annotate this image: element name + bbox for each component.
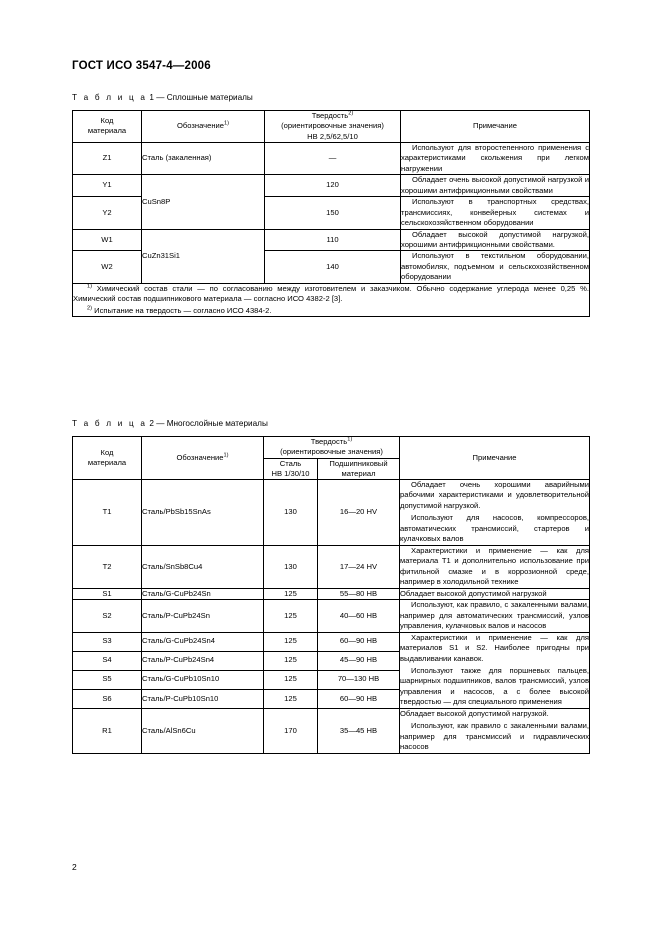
table-2-cell-code: T2 (73, 545, 142, 588)
header-designation-text: Обозначение (177, 121, 224, 131)
note-paragraph: Обладает высокой допустимой нагрузкой, хорошими антифрикционными свойствами. (401, 229, 589, 249)
note-paragraph: Используют для насосов, компрессоров, автоматических трансмиссий, стартеров и кулачковых валов (400, 513, 590, 544)
table-row (73, 142, 590, 174)
table-1-cell-note (401, 229, 590, 251)
table-2-caption-dash: — (156, 419, 165, 428)
table-2-cell-steel-hardness: 130 (264, 480, 318, 546)
header-code-line1: Код (100, 447, 114, 457)
table-2-cell-designation: Сталь/G-CuPb10Sn10 (142, 670, 264, 689)
footnote-2-marker: 2) (87, 305, 92, 312)
table-2-cell-code: S4 (73, 651, 142, 670)
table-1-cell-code: W2 (73, 251, 142, 283)
table-2-header-steel (264, 458, 318, 480)
table-2-header-hardness-group (264, 437, 400, 459)
table-1-cell-note (401, 175, 590, 197)
table-1-footnotes-row (73, 283, 590, 316)
header-designation-footnote-marker: 1) (223, 120, 229, 127)
table-2-cell-designation: Сталь/SnSb8Cu4 (142, 545, 264, 588)
table-1-cell-hardness: 120 (265, 175, 401, 197)
header-bearing-line2: материал (341, 468, 376, 478)
table-2-cell-designation: Сталь/P-CuPb24Sn (142, 600, 264, 632)
table-2-cell-designation: Сталь/P-CuPb10Sn10 (142, 689, 264, 708)
table-2-cell-bearing-hardness: 35—45 HB (318, 708, 400, 753)
header-hardness-line2: (ориентировочные значения) (281, 121, 384, 131)
table-2-cell-designation: Сталь/G-CuPb24Sn4 (142, 632, 264, 651)
table-1-caption-number: 1 (149, 93, 154, 102)
table-1-cell-note (401, 197, 590, 229)
table-2-cell-note (400, 708, 590, 753)
table-1-caption-dash: — (156, 93, 165, 102)
table-1-caption-title: Сплошные материалы (166, 93, 253, 102)
table-2-cell-note (400, 600, 590, 632)
table-row (73, 229, 590, 251)
table-2-cell-designation: Сталь/PbSb15SnAs (142, 480, 264, 546)
table-2-header-bearing-material (318, 458, 400, 480)
note-paragraph: Используют в транспортных средствах, трансмиссиях, конвейерных системах и сельскохозяйственном оборудовании (401, 197, 589, 228)
table-1-cell-designation: CuSn8P (142, 175, 265, 229)
table-1-cell-note (401, 251, 590, 283)
table-2-cell-steel-hardness: 125 (264, 588, 318, 599)
table-1-footnotes (73, 283, 590, 316)
table-1-cell-hardness: 150 (265, 197, 401, 229)
table-1-caption (72, 93, 253, 102)
table-2-cell-designation: Сталь/P-CuPb24Sn4 (142, 651, 264, 670)
header-code-line2: материала (87, 126, 127, 136)
table-1-cell-code: Z1 (73, 142, 142, 174)
table-2-cell-code: S6 (73, 689, 142, 708)
table-2-cell-designation: Сталь/AlSn6Cu (142, 708, 264, 753)
table-2-cell-bearing-hardness: 55—80 HB (318, 588, 400, 599)
note-paragraph: Используют также для поршневых пальцев, шарнирных подшипников, валов трансмиссий, узлов управления и насосов, а с более высокой твердостью — для специального применения (400, 665, 590, 707)
table-row (73, 545, 590, 588)
table-2-cell-code: R1 (73, 708, 142, 753)
header-hardness-line2: (ориентировочные значения) (280, 447, 383, 457)
table-2-cell-code: S2 (73, 600, 142, 632)
table-2-caption-label: Т а б л и ц а (72, 419, 148, 428)
table-2-caption (72, 419, 268, 428)
table-1-cell-note (401, 142, 590, 174)
table-2-cell-code: S1 (73, 588, 142, 599)
table-2-header-note: Примечание (400, 437, 590, 480)
table-2-cell-note (400, 588, 590, 599)
table-2-cell-note-merged (400, 632, 590, 708)
header-bearing-line1: Подшипниковый (329, 458, 388, 468)
table-2-cell-note (400, 480, 590, 546)
standard-title: ГОСТ ИСО 3547-4—2006 (72, 60, 211, 72)
header-designation-footnote-marker: 1) (223, 452, 229, 459)
table-2-cell-bearing-hardness: 45—90 HB (318, 651, 400, 670)
note-paragraph: Обладает высокой допустимой нагрузкой. (400, 708, 549, 718)
table-2-cell-steel-hardness: 125 (264, 651, 318, 670)
note-paragraph: Характеристики и применение — как для материала Т1 и дополнительно использование при фитильной смазке и в коррозионной среде, например в холодильной технике (400, 545, 590, 587)
table-1-caption-label: Т а б л и ц а (72, 93, 148, 102)
note-paragraph: Обладает высокой допустимой нагрузкой (400, 588, 547, 598)
table-2-header-designation (142, 437, 264, 480)
table-2-cell-steel-hardness: 125 (264, 600, 318, 632)
table-2-cell-code: S3 (73, 632, 142, 651)
table-1-header-note: Примечание (401, 111, 590, 143)
table-row (73, 175, 590, 197)
table-row (73, 600, 590, 632)
footnote-1-text: Химический состав стали — по согласованию между изготовителем и заказчиком. Обычно содержание углерода менее 0,25 %. Химический состав подшипникового материала — согласно ИСО 4382-2 [3]. (73, 283, 589, 304)
table-2-cell-designation: Сталь/G-CuPb24Sn (142, 588, 264, 599)
table-row (73, 708, 590, 753)
footnote-2-text: Испытание на твердость — согласно ИСО 4384-2. (94, 305, 272, 315)
table-1-cell-designation: CuZn31Si1 (142, 229, 265, 283)
table-1-header-designation (142, 111, 265, 143)
table-1-cell-hardness: 110 (265, 229, 401, 251)
table-2-cell-bearing-hardness: 40—60 HB (318, 600, 400, 632)
table-2-cell-note (400, 545, 590, 588)
table-2-cell-bearing-hardness: 16—20 HV (318, 480, 400, 546)
table-1-cell-code: W1 (73, 229, 142, 251)
note-paragraph: Используют, как правило, с закаленными валами, например для автоматических трансмиссий, узлов управления, кулачковых валов и насосов (400, 600, 590, 631)
footnote-1-marker: 1) (87, 283, 92, 290)
header-steel-line2: HB 1/30/10 (271, 468, 310, 478)
table-2-cell-steel-hardness: 125 (264, 689, 318, 708)
table-2-cell-steel-hardness: 130 (264, 545, 318, 588)
table-1-cell-designation: Сталь (закаленная) (142, 142, 265, 174)
header-steel-line1: Сталь (279, 458, 302, 468)
header-code-line2: материала (87, 458, 127, 467)
table-multilayer-materials (72, 436, 590, 754)
table-solid-materials (72, 110, 590, 317)
footnote-2 (73, 306, 589, 316)
table-1-cell-code: Y2 (73, 197, 142, 229)
header-hardness-text: Твердость (311, 111, 349, 120)
table-1-header-hardness (265, 111, 401, 143)
table-row (73, 480, 590, 546)
table-2-cell-bearing-hardness: 60—90 HB (318, 632, 400, 651)
table-1-header-code (73, 111, 142, 143)
table-2-cell-steel-hardness: 170 (264, 708, 318, 753)
header-designation-text: Обозначение (176, 452, 224, 462)
table-2-cell-steel-hardness: 125 (264, 670, 318, 689)
note-paragraph: Используют, как правило с закаленными валами, например для трансмиссий и гидравлических насосов (400, 721, 590, 752)
header-code-line1: Код (100, 116, 114, 126)
header-hardness-line3: HB 2,5/62,5/10 (307, 131, 358, 141)
footnote-1 (73, 284, 589, 305)
table-2-caption-title: Многослойные материалы (166, 419, 268, 428)
table-2-cell-bearing-hardness: 70—130 HB (318, 670, 400, 689)
note-paragraph: Используют в текстильном оборудовании, автомобилях, подъемном и сельскохозяйственном оборудовании (401, 251, 589, 282)
table-2-header-code (73, 437, 142, 480)
table-1-cell-hardness: 140 (265, 251, 401, 283)
table-row (73, 632, 590, 651)
table-2-cell-code: S5 (73, 670, 142, 689)
table-1-header-row (73, 111, 590, 143)
header-hardness-text: Твердость (310, 437, 348, 446)
note-paragraph: Обладает очень хорошими аварийными рабочими характеристиками и удовлетворительной допустимой нагрузкой. (400, 480, 590, 510)
note-paragraph: Обладает очень высокой допустимой нагрузкой и хорошими антифрикционными свойствами (401, 175, 589, 195)
table-2-caption-number: 2 (149, 419, 154, 428)
table-2-header-row-top (73, 437, 590, 459)
header-hardness-footnote-marker: 2) (348, 110, 354, 117)
table-2-cell-bearing-hardness: 17—24 HV (318, 545, 400, 588)
page-number: 2 (72, 862, 77, 872)
note-paragraph: Используют для второстепенного применения с характеристиками скольжения при легком нагружении (401, 142, 589, 173)
header-hardness-footnote-marker: 1) (347, 436, 353, 443)
note-paragraph: Характеристики и применение — как для материалов S1 и S2. Наиболее пригодны при выдавливании канавок. (400, 632, 590, 663)
table-2-cell-code: T1 (73, 480, 142, 546)
table-1-cell-code: Y1 (73, 175, 142, 197)
table-1-cell-hardness: — (265, 142, 401, 174)
table-row (73, 588, 590, 599)
table-2-cell-bearing-hardness: 60—90 HB (318, 689, 400, 708)
table-2-cell-steel-hardness: 125 (264, 632, 318, 651)
